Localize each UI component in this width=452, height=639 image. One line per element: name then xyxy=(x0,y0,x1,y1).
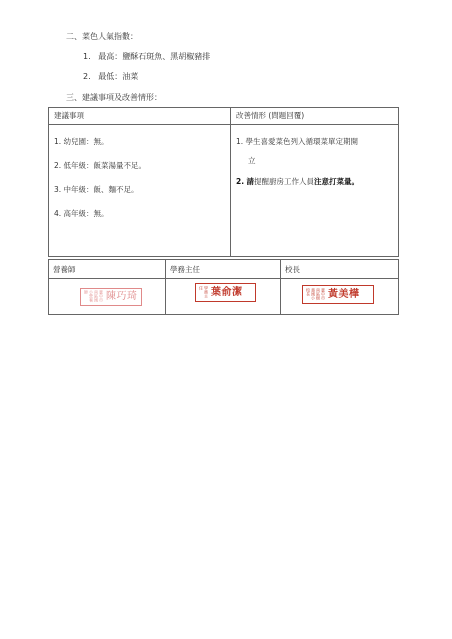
improvement-item-line: 立 xyxy=(248,156,256,165)
improvement-number: 2. xyxy=(236,177,245,186)
stamp-caption: 學務主任 xyxy=(199,285,209,298)
suggestions-header: 建議事項 xyxy=(54,111,84,120)
list-item-number: 1. xyxy=(83,52,91,61)
improvements-cell xyxy=(231,125,399,257)
list-item-text: 最高：鹽酥石斑魚、黑胡椒豬排 xyxy=(98,52,211,61)
principal-stamp xyxy=(302,285,374,304)
suggestion-item: 1. 幼兒園：無。 xyxy=(54,137,109,146)
list-item xyxy=(83,52,210,62)
improvement-item xyxy=(236,177,359,187)
stamp-name: 黃美樺 xyxy=(328,288,360,300)
nutritionist-label: 營養師 xyxy=(53,265,76,274)
list-item-text: 最低：油菜 xyxy=(98,72,139,81)
list-item-number: 2. xyxy=(83,72,91,81)
improvement-text: 提醒廚房工作人員 xyxy=(253,177,314,186)
improvement-emphasis: 請 xyxy=(246,177,254,186)
principal-label: 校長 xyxy=(285,265,300,274)
list-item xyxy=(83,72,138,82)
section2-title: 二、菜色人氣指數： xyxy=(66,32,138,41)
principal-signature-cell xyxy=(281,279,399,315)
principal-header-cell xyxy=(281,260,399,279)
director-header-cell xyxy=(166,260,281,279)
improvement-emphasis: 注意打菜量。 xyxy=(313,177,359,186)
director-stamp xyxy=(195,283,256,302)
nutritionist-header-cell xyxy=(49,260,166,279)
improvements-header: 改善情形 (問題回覆) xyxy=(236,111,305,120)
suggestions-table xyxy=(48,107,399,257)
improvement-item-line: 1. 學生喜愛菜色列入循環菜單定期開 xyxy=(236,137,359,146)
suggestion-item: 4. 高年級：無。 xyxy=(54,209,109,218)
nutritionist-signature-cell xyxy=(49,279,166,315)
signature-table xyxy=(48,259,399,315)
nutritionist-stamp xyxy=(80,288,142,306)
director-signature-cell xyxy=(166,279,281,315)
suggestions-header-cell xyxy=(49,108,231,125)
suggestions-cell xyxy=(49,125,231,257)
stamp-name: 陳巧琦 xyxy=(106,291,138,302)
improvements-header-cell xyxy=(231,108,399,125)
stamp-caption: 臺中市南區國小營養師 xyxy=(84,290,104,302)
suggestion-item: 2. 低年級：飯菜湯量不足。 xyxy=(54,161,147,170)
director-label: 學務主任 xyxy=(170,265,200,274)
stamp-caption: 臺中市南區樹義國小校長 xyxy=(306,287,326,300)
section3-title: 三、建議事項及改善情形： xyxy=(66,93,162,102)
suggestion-item: 3. 中年級：飯、麵不足。 xyxy=(54,185,139,194)
stamp-name: 葉俞潔 xyxy=(211,286,243,298)
